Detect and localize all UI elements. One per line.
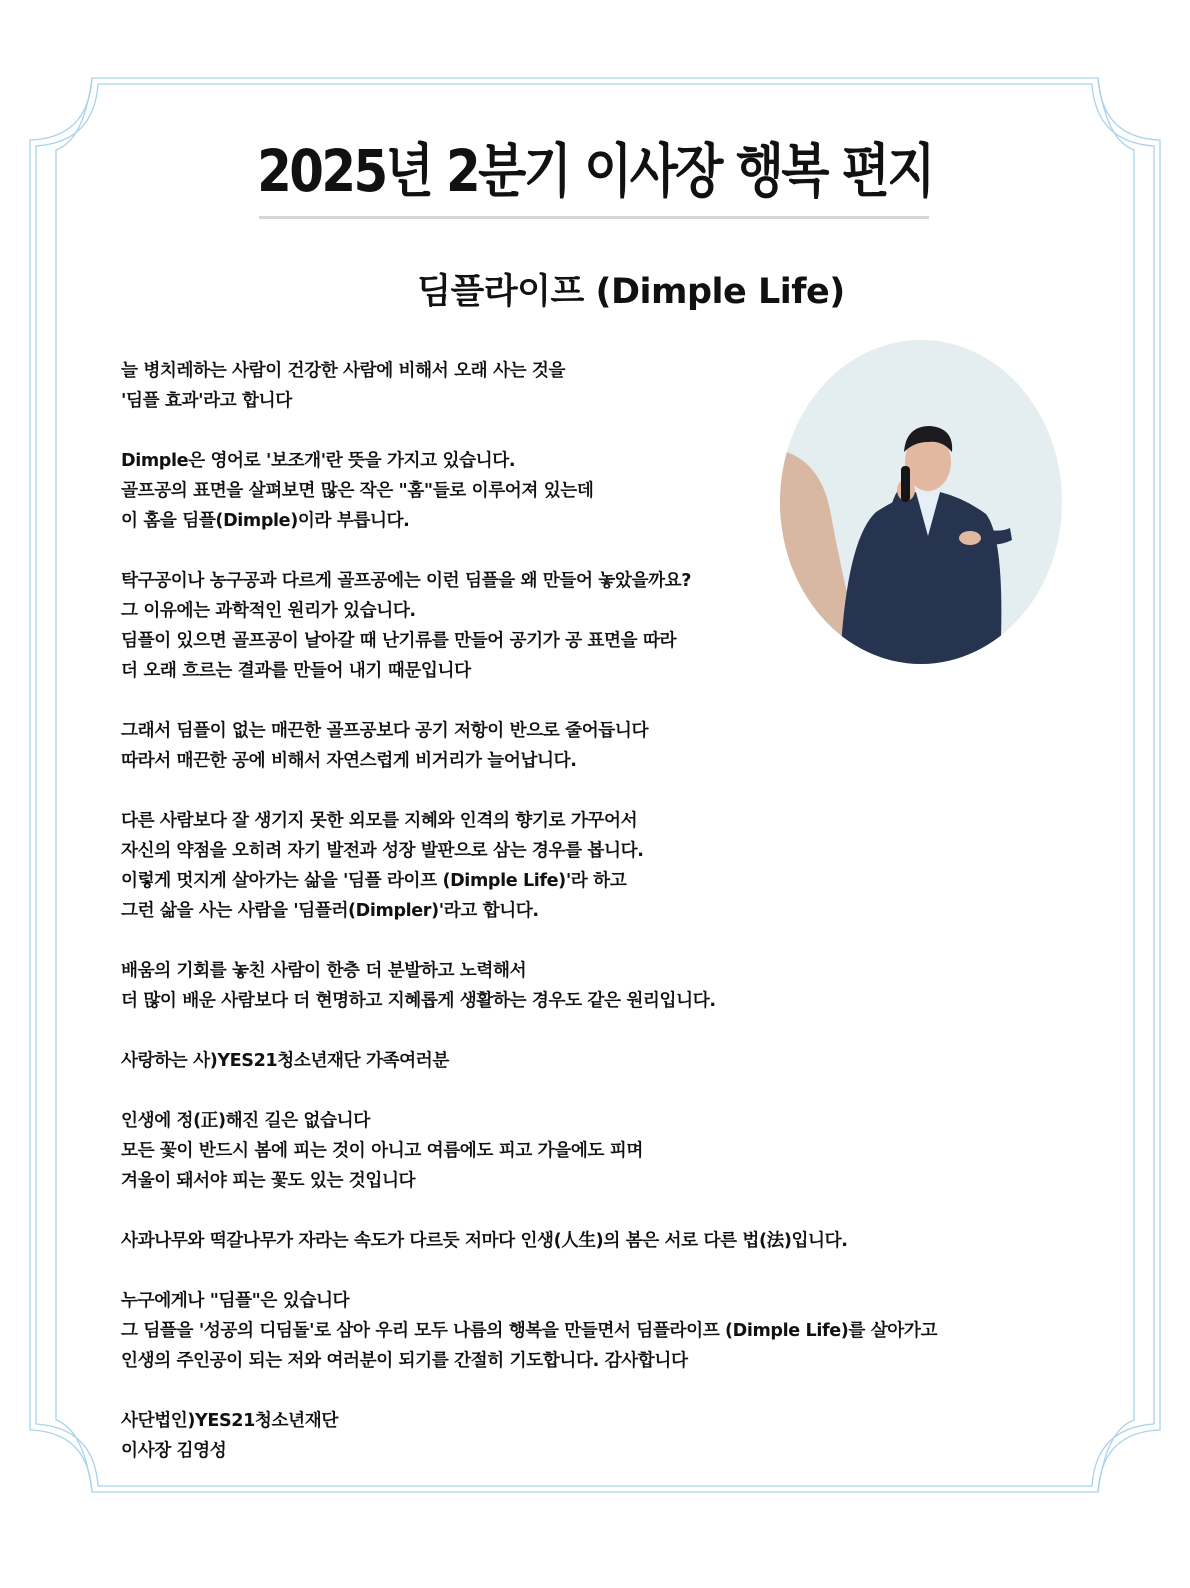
letter-line: 탁구공이나 농구공과 다르게 골프공에는 이런 딤플을 왜 만들어 놓았을까요?: [121, 571, 692, 591]
letter-line: 이 홈을 딤플(Dimple)이라 부릅니다.: [121, 511, 410, 531]
letter-paragraph: [121, 716, 1081, 776]
letter-line: 늘 병치레하는 사람이 건강한 사람에 비해서 오래 사는 것을: [121, 361, 566, 381]
letter-line: 배움의 기회를 놓친 사람이 한층 더 분발하고 노력해서: [121, 961, 527, 981]
letter-title: 2025년 2분기 이사장 행복 편지: [257, 137, 933, 205]
letter-line: Dimple은 영어로 '보조개'란 뜻을 가지고 있습니다.: [121, 451, 516, 471]
letter-line: 이렇게 멋지게 살아가는 삶을 '딤플 라이프 (Dimple Life)'라 하고: [121, 871, 627, 891]
letter-line: 따라서 매끈한 공에 비해서 자연스럽게 비거리가 늘어납니다.: [121, 751, 577, 771]
letter-line: 그 딤플을 '성공의 디딤돌'로 삼아 우리 모두 나름의 행복을 만들면서 딤플라이프 (Dimple Life)를 살아가고: [121, 1321, 938, 1341]
letter-line: 골프공의 표면을 살펴보면 많은 작은 "홈"들로 이루어져 있는데: [121, 481, 594, 501]
letter-paragraph: [121, 566, 1081, 686]
letter-line: 자신의 약점을 오히려 자기 발전과 성장 발판으로 삼는 경우를 봅니다.: [121, 841, 644, 861]
letter-line: 사단법인)YES21청소년재단: [121, 1411, 338, 1431]
letter-paragraph: [121, 1226, 1081, 1256]
letter-line: 그래서 딤플이 없는 매끈한 골프공보다 공기 저항이 반으로 줄어듭니다: [121, 721, 649, 741]
letter-line: 누구에게나 "딤플"은 있습니다: [121, 1291, 350, 1311]
letter-line: 그 이유에는 과학적인 원리가 있습니다.: [121, 601, 416, 621]
letter-paragraph: [121, 1046, 1081, 1076]
letter-paragraph: [121, 956, 1081, 1016]
letter-paragraph: [121, 356, 1081, 416]
letter-paragraph: [121, 1406, 1081, 1466]
letter-paragraph: [121, 1106, 1081, 1196]
letter-body: [121, 356, 1081, 1496]
letter-subtitle: 딤플라이프 (Dimple Life): [417, 272, 845, 312]
letter-line: 사과나무와 떡갈나무가 자라는 속도가 다르듯 저마다 인생(人生)의 봄은 서로 다른 법(法)입니다.: [121, 1231, 848, 1251]
letter-line: 더 많이 배운 사람보다 더 현명하고 지혜롭게 생활하는 경우도 같은 원리입니다.: [121, 991, 716, 1011]
letter-paragraph: [121, 1286, 1081, 1376]
letter-line: '딤플 효과'라고 합니다: [121, 391, 292, 411]
letter-line: 이사장 김영성: [121, 1441, 227, 1461]
letter-line: 겨울이 돼서야 피는 꽃도 있는 것입니다: [121, 1171, 416, 1191]
letter-paragraph: [121, 806, 1081, 926]
letter-line: 딤플이 있으면 골프공이 날아갈 때 난기류를 만들어 공기가 공 표면을 따라: [121, 631, 677, 651]
title-divider: [259, 216, 929, 219]
letter-line: 인생에 정(正)해진 길은 없습니다: [121, 1111, 370, 1131]
letter-line: 더 오래 흐르는 결과를 만들어 내기 때문입니다: [121, 661, 471, 681]
letter-line: 그런 삶을 사는 사람을 '딤플러(Dimpler)'라고 합니다.: [121, 901, 539, 921]
letter-line: 모든 꽃이 반드시 봄에 피는 것이 아니고 여름에도 피고 가을에도 피며: [121, 1141, 643, 1161]
letter-paragraph: [121, 446, 1081, 536]
letter-line: 다른 사람보다 잘 생기지 못한 외모를 지혜와 인격의 향기로 가꾸어서: [121, 811, 638, 831]
letter-line: 인생의 주인공이 되는 저와 여러분이 되기를 간절히 기도합니다. 감사합니다: [121, 1351, 688, 1371]
letter-line: 사랑하는 사)YES21청소년재단 가족여러분: [121, 1051, 449, 1071]
